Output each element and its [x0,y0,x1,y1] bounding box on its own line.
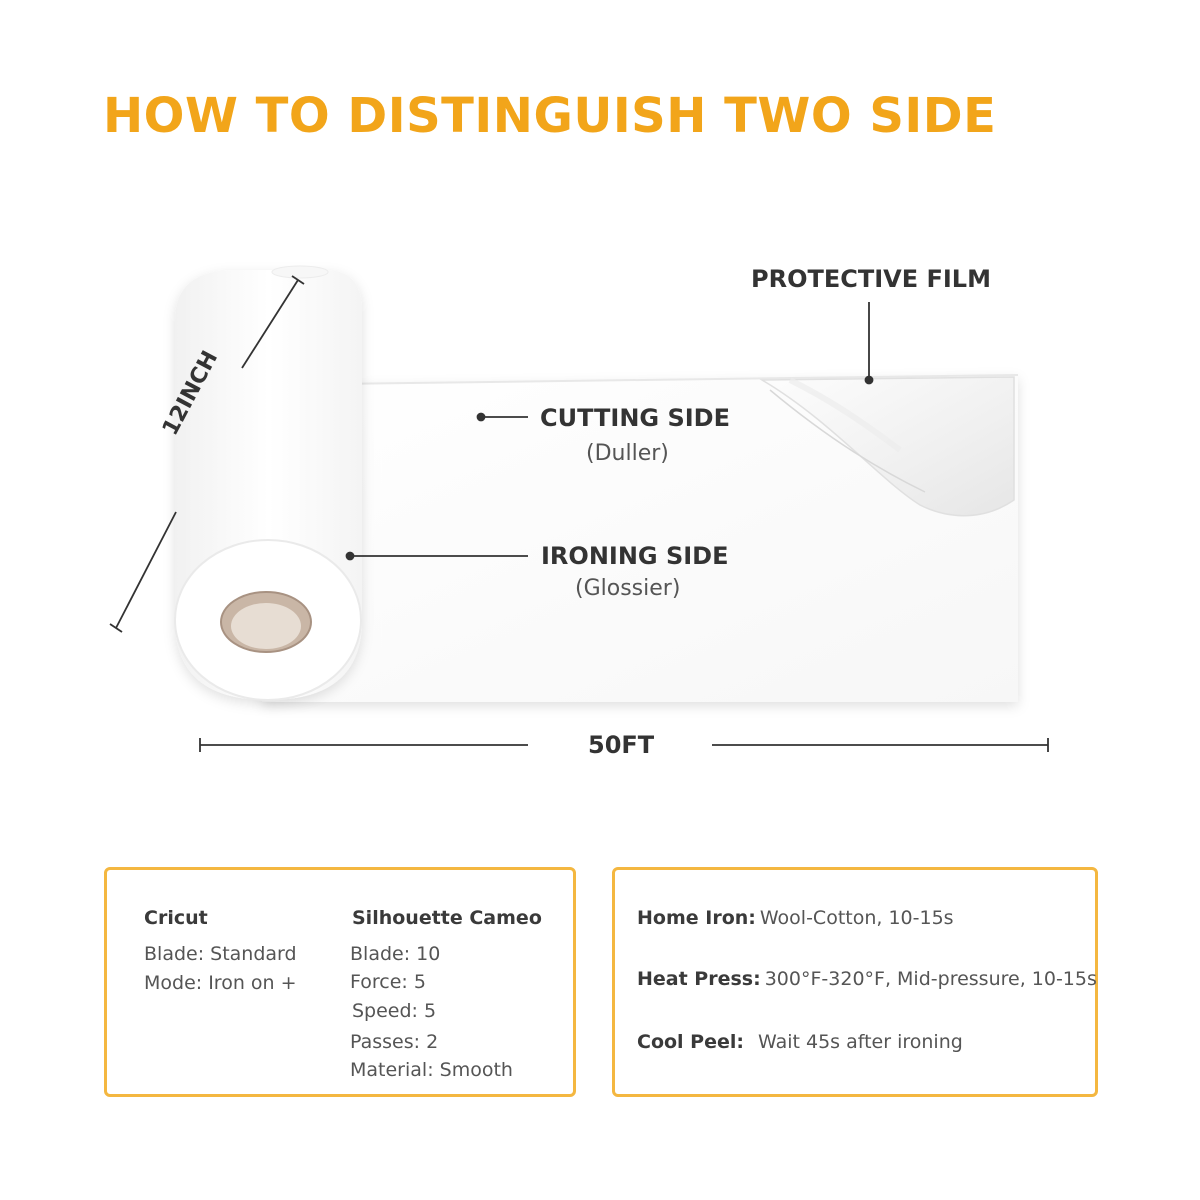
cricut-heading: Cricut [144,907,208,929]
silhouette-setting: Force: 5 [350,971,426,993]
cool-peel-value: Wait 45s after ironing [758,1031,963,1053]
protective-film-label: PROTECTIVE FILM [751,265,991,293]
home-iron-label: Home Iron: [637,907,756,929]
cricut-setting: Blade: Standard [144,943,297,965]
cutting-side-note: (Duller) [586,441,669,466]
cutter-settings-box [104,867,576,1097]
home-iron-row [637,907,954,929]
cricut-setting: Mode: Iron on + [144,972,297,994]
silhouette-setting: Blade: 10 [350,943,441,965]
heat-press-value: 300°F-320°F, Mid-pressure, 10-15s [764,968,1097,990]
silhouette-setting: Passes: 2 [350,1031,439,1053]
silhouette-setting: Speed: 5 [352,1000,437,1022]
ironing-side-note: (Glossier) [575,576,681,601]
heat-press-label: Heat Press: [637,968,761,990]
ironing-side-label: IRONING SIDE [541,542,729,570]
length-label: 50FT [588,731,655,759]
cool-peel-label: Cool Peel: [637,1031,744,1053]
home-iron-value: Wool-Cotton, 10-15s [759,907,954,929]
cool-peel-row [637,1031,963,1053]
heat-press-row [637,968,1097,990]
silhouette-heading: Silhouette Cameo [352,907,542,929]
cutting-side-label: CUTTING SIDE [540,404,730,432]
silhouette-setting: Material: Smooth [350,1059,513,1081]
protective-film-pointer [866,302,873,384]
iron-settings-box [612,867,1098,1097]
page-title: HOW TO DISTINGUISH TWO SIDE [103,88,997,144]
width-label: 12INCH [158,346,224,440]
